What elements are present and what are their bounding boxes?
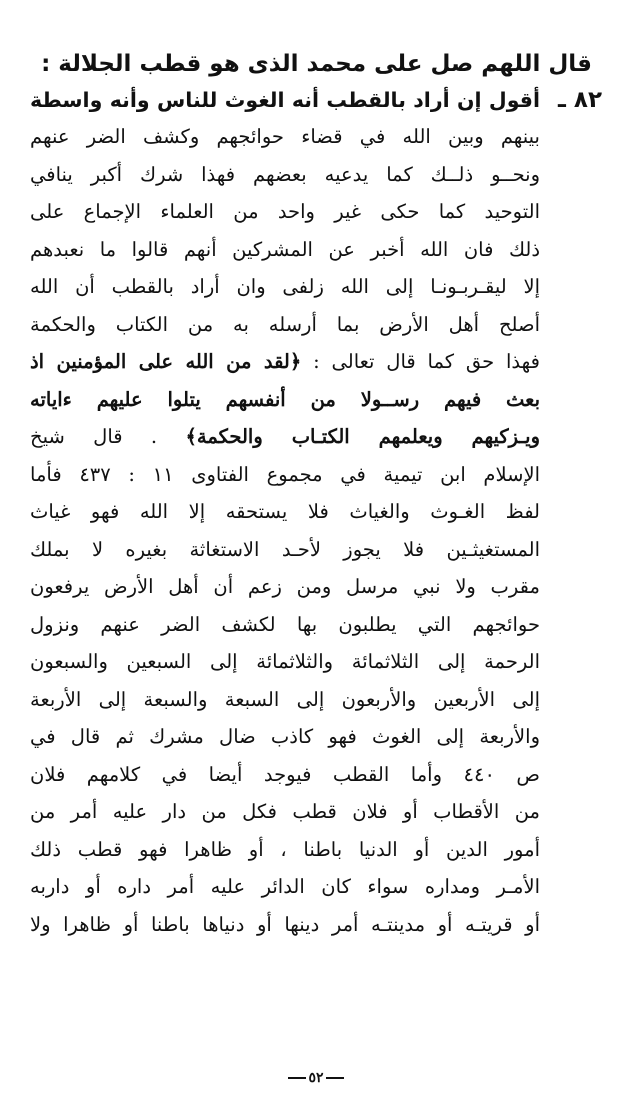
text-line [30,82,540,118]
text-segment: التوحيد كما حكى غير واحد من العلماء الإجماع على [30,200,540,223]
text-line [30,231,540,269]
text-line [30,268,540,306]
text-segment: والأربعة إلى الغوث فهو كاذب ضال مشرك ثم قال في [30,725,540,748]
bold-text-segment: بعث فيهم رســولا من أنفسهم يتلوا عليهم ءاياته [30,387,540,411]
text-segment: إلى الأربعين والأربعون إلى السبعة والسبعة إلى الأربعة [30,687,540,711]
text-segment: أمور الدين أو الدنيا باطنا ، أو ظاهرا فهو قطب ذلك [30,837,540,861]
text-segment: فهذا حق كما قال تعالى : [301,350,540,373]
text-line [30,868,540,906]
page-footer [0,1070,632,1086]
text-segment: المستغيثـين فلا يجوز لأحـد الاستغاثة بغيره لا بملك [30,537,540,561]
bold-text-segment: ﴿لقد من الله على المؤمنين اذ [30,350,302,373]
text-segment: الإسلام ابن تيمية في مجموع الفتاوى ١١ : ٤٣٧ فأما [30,462,540,486]
text-line [30,681,540,719]
footer-dash-right [288,1077,306,1079]
text-segment: إلا ليقـربـونـا إلى الله زلفى وان أراد بالقطب أن الله [30,275,540,298]
text-line [30,756,540,794]
page-number: ٥٢ [308,1070,324,1086]
text-line [30,306,540,344]
text-line [30,793,540,831]
text-line [30,456,540,494]
text-line [30,381,540,419]
text-segment: ذلك فان الله أخبر عن المشركين أنهم قالوا ما نعبدهم [30,237,540,261]
text-segment: ص ٤٤٠ وأما القطب فيوجد أيضا في كلامهم فلان [30,762,540,786]
entry-number: ٨٢ ـ [558,87,602,113]
text-segment: من الأقطاب أو فلان قطب فكل من دار عليه أمر من [30,800,540,823]
footer-dash-left [326,1077,344,1079]
text-line [30,343,540,381]
text-segment: بينهم وبين الله في قضاء حوائجهم وكشف الضر عنهم [30,125,540,148]
text-segment: الرحمة إلى الثلاثمائة والثلاثمائة إلى السبعين والسبعون [30,650,540,673]
text-line [30,718,540,756]
text-line [30,831,540,869]
text-segment: الأمـر ومداره سواء كان الدائر عليه أمر داره أو داربه [30,875,540,898]
text-segment: حوائجهم التي يطلبون بها لكشف الضر عنهم ونزول [30,612,540,636]
text-line [30,118,540,156]
text-line [30,606,540,644]
bold-text-segment: ويـزكيهم ويعلمهم الكتـاب والحكمة﴾ [185,425,540,448]
entry-body [30,82,540,943]
text-line [30,156,540,194]
entry-82 [30,82,602,943]
text-segment: ونحــو ذلــك كما يدعيه بعضهم فهذا شرك أكبر ينافي [30,162,540,186]
text-segment: مقرب ولا نبي مرسل ومن زعم أن أهل الأرض يرفعون [30,575,540,598]
text-line [30,531,540,569]
text-segment: أصلح أهل الأرض بما أرسله به من الكتاب والحكمة [30,312,540,336]
text-line [30,493,540,531]
bold-text-segment: أقول إن أراد بالقطب أنه الغوث للناس وأنه واسطة [30,88,540,112]
text-segment: أو قريتـه أو مدينتـه أمر دينها أو دنياها باطنا أو ظاهرا ولا [30,912,540,936]
text-line [30,643,540,681]
text-line [30,568,540,606]
section-heading: قال اللهم صل على محمد الذى هو قطب الجلالة : [41,51,592,77]
text-line [30,193,540,231]
text-line [30,906,540,944]
text-line [30,418,540,456]
text-segment: لفظ الغـوث والغياث فلا يستحقه إلا الله فهو غياث [30,500,540,523]
text-segment: . قال شيخ [30,425,186,448]
